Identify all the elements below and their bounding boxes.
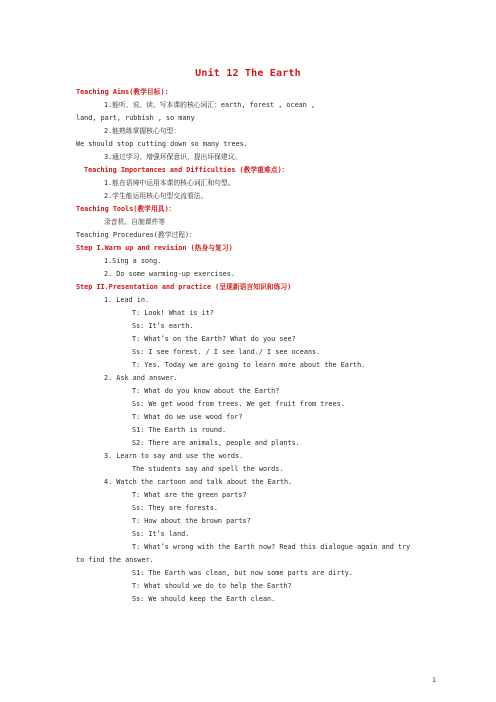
aims-heading: Teaching Aims(教学目标): — [76, 88, 169, 96]
aims-line-4: We should stop cutting down so many trees. — [76, 140, 248, 148]
dialogue-line: T: How about the brown parts? — [132, 517, 251, 525]
dialogue-line: Ss: It’s land. — [132, 530, 190, 538]
step1-line-1: 1.Sing a song. — [104, 257, 162, 265]
importances-heading: Teaching Importances and Difficulties (教学重难点)： — [84, 166, 289, 174]
dialogue-line: S1: The Earth was clean, but now some parts are dirty. — [132, 569, 353, 577]
dialogue-line: T: What are the green parts? — [132, 491, 247, 499]
section-ask-answer: 2. Ask and answer. — [104, 374, 178, 382]
aims-line-3: 2.能熟练掌握核心句型： — [104, 127, 181, 135]
dialogue-line: S1: The Earth is round. — [132, 426, 227, 434]
dialogue-line: T: What do you know about the Earth? — [132, 387, 280, 395]
importances-line-1: 1.能在语境中运用本课的核心词汇和句型。 — [104, 179, 235, 187]
dialogue-line: T: What do we use wood for? — [132, 413, 243, 421]
step2-heading: Step II.Presentation and practice (呈现新语言知识和练习) — [76, 283, 292, 291]
document-title: Unit 12 The Earth — [195, 68, 301, 79]
dialogue-line: The students say and spell the words. — [132, 465, 284, 473]
importances-line-2: 2.学生能运用核心句型交流看法。 — [104, 192, 208, 200]
dialogue-line: S2: There are animals, people and plants. — [132, 439, 300, 447]
aims-line-5: 3.通过学习、增强环保意识，提出环保建议。 — [104, 153, 242, 161]
dialogue-line: T: What’s on the Earth? What do you see? — [132, 335, 296, 343]
step1-line-2: 2. Do some warming-up exercises. — [104, 270, 235, 278]
aims-line-1: 1.能听、说、读、写本课的核心词汇：earth, forest , ocean , — [104, 101, 316, 109]
dialogue-line: T: What should we do to help the Earth? — [132, 582, 292, 590]
procedures-heading: Teaching Procedures(教学过程)： — [76, 231, 196, 239]
aims-line-2: land, part, rubbish , so many — [76, 114, 195, 122]
dialogue-line: Ss: We should keep the Earth clean. — [132, 595, 276, 603]
dialogue-line: Ss: We get wood from trees. We get fruit from trees. — [132, 400, 345, 408]
dialogue-line: to find the answer. — [76, 556, 154, 564]
dialogue-line: Ss: They are forests. — [132, 504, 218, 512]
dialogue-line: Ss: I see forest. / I see land./ I see oceans. — [132, 348, 321, 356]
section-lead-in: 1. Lead in. — [104, 296, 150, 304]
tools-heading: Teaching Tools(教学用具)： — [76, 205, 176, 213]
dialogue-line: T: Yes. Today we are going to learn more about the Earth. — [132, 361, 366, 369]
section-learn-words: 3. Learn to say and use the words. — [104, 452, 244, 460]
dialogue-line: Ss: It’s earth. — [132, 322, 194, 330]
step1-heading: Step I.Warm up and revision (热身与复习) — [76, 244, 233, 252]
page-number: 1 — [432, 676, 436, 684]
dialogue-line: T: What’s wrong with the Earth now? Read this dialogue again and try — [132, 543, 411, 551]
tools-line: 录音机、自制课件等 — [104, 218, 166, 226]
dialogue-line: T: Look! What is it? — [132, 309, 214, 317]
section-watch-cartoon: 4. Watch the cartoon and talk about the Earth. — [104, 478, 293, 486]
